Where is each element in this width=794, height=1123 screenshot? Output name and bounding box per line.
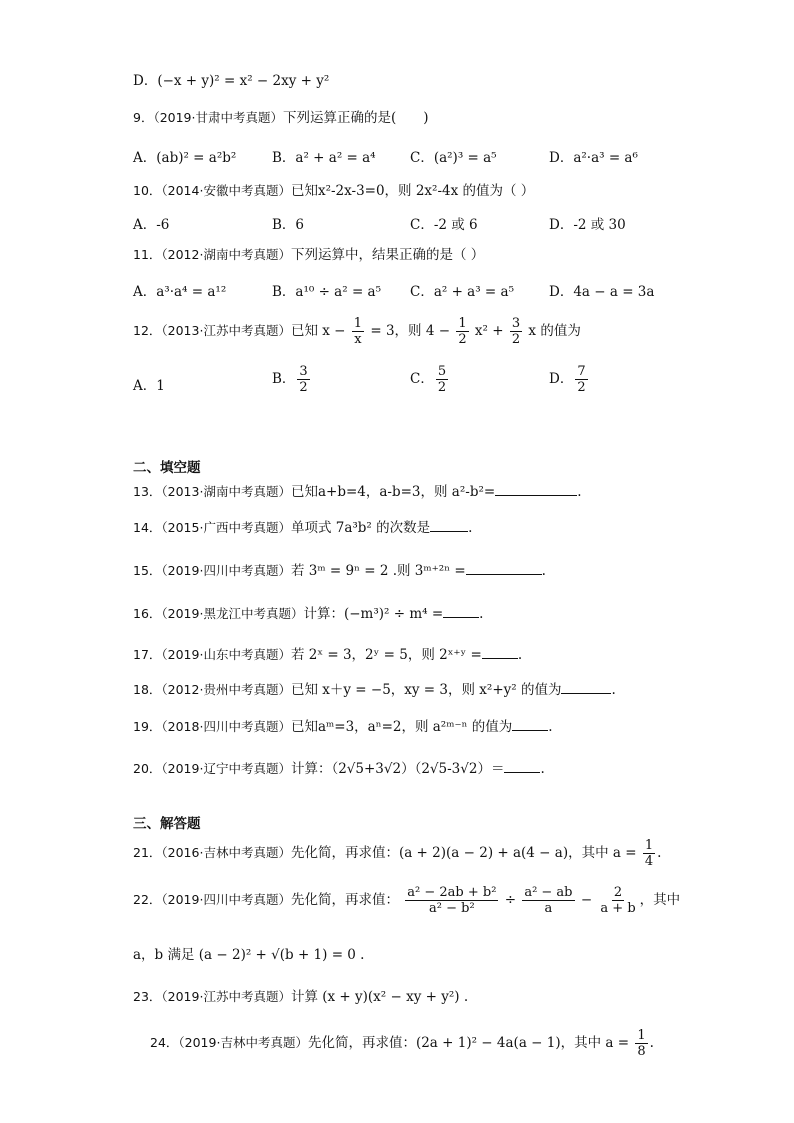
question-text: 若 3ᵐ = 9ⁿ = 2 .则 3ᵐ⁺²ⁿ = <box>290 563 466 579</box>
question-source: 10．（2014·安徽中考真题） <box>133 183 291 198</box>
numerator: 1 <box>644 838 654 853</box>
denominator: 2 <box>299 380 308 395</box>
option-b: B．6 <box>272 217 305 233</box>
question-11 <box>133 245 484 265</box>
punct: . <box>649 1035 654 1051</box>
denominator: 2 <box>458 332 467 347</box>
punct: . <box>541 563 546 579</box>
denominator: 2 <box>511 332 521 347</box>
option-b <box>272 364 312 395</box>
question-text: 先化简，再求值：(2a + 1)² − 4a(a − 1)，其中 a = <box>307 1035 630 1051</box>
answer-blank[interactable] <box>561 680 611 694</box>
option-a: A．a³·a⁴ = a¹² <box>133 284 227 300</box>
question-8-option-d: D．(−x + y)² = x² − 2xy + y² <box>133 73 330 89</box>
question-13 <box>133 482 581 502</box>
question-text: 先化简，再求值： <box>290 892 399 908</box>
numerator: a² − ab <box>524 885 573 900</box>
punct: . <box>517 647 523 663</box>
fraction <box>635 1028 647 1059</box>
expr-part: x² + <box>474 323 504 339</box>
question-text: 计算 (x + y)(x² − xy + y²) . <box>290 989 469 1005</box>
option-a: A．(ab)² = a²b² <box>133 150 237 166</box>
option-c: C．-2 或 6 <box>410 217 478 233</box>
question-source: 12．（2013·江苏中考真题） <box>133 323 291 338</box>
denominator: 4 <box>644 854 654 869</box>
denominator: 2 <box>577 380 586 395</box>
punct: . <box>577 484 582 500</box>
numerator: 5 <box>437 364 447 379</box>
section-heading-fill-in: 二、填空题 <box>133 460 201 476</box>
question-19 <box>133 717 553 737</box>
answer-blank[interactable] <box>443 604 479 618</box>
question-text: 已知 x＋y = −5，xy = 3，则 x²+y² 的值为 <box>290 682 562 698</box>
question-text: 已知a+b=4，a-b=3，则 a²-b²= <box>290 484 496 500</box>
fraction <box>456 316 468 347</box>
punct: . <box>548 719 553 735</box>
numerator: 1 <box>458 316 467 331</box>
denominator: a² − b² <box>429 901 475 916</box>
question-text: 下列运算正确的是( ) <box>283 110 429 126</box>
fraction <box>598 885 637 916</box>
option-b: B．a² + a² = a⁴ <box>272 150 376 166</box>
question-22 <box>133 885 680 916</box>
question-source: 19．（2018·四川中考真题） <box>133 719 291 734</box>
question-source: 9．（2019·甘肃中考真题） <box>133 110 283 125</box>
question-22-condition: a，b 满足 (a − 2)² + √(b + 1) = 0 . <box>133 947 365 963</box>
question-20 <box>133 759 545 779</box>
option-d: D．-2 或 30 <box>549 217 626 233</box>
denominator: 2 <box>437 380 447 395</box>
fraction <box>510 316 522 347</box>
answer-blank[interactable] <box>466 561 542 575</box>
numerator: 7 <box>577 364 586 379</box>
question-source: 16．（2019·黑龙江中考真题） <box>133 606 304 621</box>
question-21 <box>133 838 661 869</box>
expr-part: = 3，则 4 − <box>370 323 451 339</box>
numerator: a² − 2ab + b² <box>407 885 497 900</box>
question-source: 20．（2019·辽宁中考真题） <box>133 761 291 776</box>
question-24 <box>150 1028 654 1059</box>
operator: − <box>580 892 593 908</box>
question-source: 14．（2015·广西中考真题） <box>133 520 291 535</box>
numerator: 1 <box>637 1028 646 1043</box>
answer-blank[interactable] <box>430 518 468 532</box>
expr-part: 已知 x − <box>290 323 346 339</box>
expr-part: ，其中 <box>639 892 681 908</box>
answer-blank[interactable] <box>512 717 548 731</box>
option-label: D． <box>549 371 574 387</box>
question-source: 18．（2012·贵州中考真题） <box>133 682 291 697</box>
fraction <box>643 838 655 869</box>
fraction <box>522 885 574 916</box>
question-text: 已知x²-2x-3=0，则 2x²-4x 的值为（ ） <box>290 183 535 199</box>
option-d: D．a²·a³ = a⁶ <box>549 150 638 166</box>
punct: . <box>479 606 484 622</box>
option-label: B． <box>272 371 296 387</box>
punct: . <box>657 845 662 861</box>
question-text: 先化简，再求值：(a + 2)(a − 2) + a(4 − a)，其中 a = <box>290 845 637 861</box>
question-source: 24．（2019·吉林中考真题） <box>150 1035 308 1050</box>
question-source: 15．（2019·四川中考真题） <box>133 563 291 578</box>
question-text: 下列运算中，结果正确的是（ ） <box>290 247 485 263</box>
question-source: 23．（2019·江苏中考真题） <box>133 989 291 1004</box>
question-12 <box>133 316 581 347</box>
question-text: 已知aᵐ=3，aⁿ=2，则 a²ᵐ⁻ⁿ 的值为 <box>290 719 513 735</box>
fraction <box>575 364 587 395</box>
punct: . <box>468 520 473 536</box>
option-c: C．(a²)³ = a⁵ <box>410 150 497 166</box>
question-9 <box>133 108 429 128</box>
numerator: 1 <box>353 316 363 331</box>
numerator: 2 <box>613 885 623 900</box>
operator: ÷ <box>504 892 517 908</box>
question-16 <box>133 604 483 624</box>
option-c <box>410 364 450 395</box>
option-a: A．1 <box>133 378 165 394</box>
question-text: 单项式 7a³b² 的次数是 <box>290 520 431 536</box>
question-17 <box>133 645 522 665</box>
denominator: a <box>544 901 553 916</box>
punct: . <box>611 682 616 698</box>
question-10 <box>133 181 534 201</box>
punct: . <box>540 761 545 777</box>
fraction <box>352 316 364 347</box>
question-23 <box>133 987 468 1007</box>
fraction <box>297 364 309 395</box>
question-18 <box>133 680 616 700</box>
fraction <box>436 364 448 395</box>
option-d <box>549 364 590 395</box>
option-b: B．a¹⁰ ÷ a² = a⁵ <box>272 284 382 300</box>
answer-blank[interactable] <box>482 645 518 659</box>
option-a: A．-6 <box>133 217 170 233</box>
numerator: 3 <box>511 316 521 331</box>
question-source: 21．（2016·吉林中考真题） <box>133 845 291 860</box>
section-heading-solutions: 三、解答题 <box>133 816 201 832</box>
answer-blank[interactable] <box>495 482 577 496</box>
question-source: 17．（2019·山东中考真题） <box>133 647 291 662</box>
numerator: 3 <box>299 364 308 379</box>
question-text: 计算：(−m³)² ÷ m⁴ = <box>303 606 444 622</box>
question-source: 13．（2013·湖南中考真题） <box>133 484 291 499</box>
question-text: 计算：（2√5+3√2）（2√5-3√2）＝ <box>290 761 505 777</box>
denominator: a + b <box>600 901 636 916</box>
option-c: C．a² + a³ = a⁵ <box>410 284 514 300</box>
question-source: 11．（2012·湖南中考真题） <box>133 247 291 262</box>
question-source: 22．（2019·四川中考真题） <box>133 892 291 907</box>
answer-blank[interactable] <box>504 759 540 773</box>
fraction <box>405 885 498 916</box>
option-label: C． <box>410 371 434 387</box>
question-text: 若 2ˣ = 3，2ʸ = 5，则 2ˣ⁺ʸ = <box>290 647 482 663</box>
denominator: x <box>354 332 362 347</box>
expr-part: x 的值为 <box>528 323 581 339</box>
option-d: D．4a − a = 3a <box>549 284 655 300</box>
question-15 <box>133 561 546 581</box>
denominator: 8 <box>637 1044 646 1059</box>
question-14 <box>133 518 472 538</box>
